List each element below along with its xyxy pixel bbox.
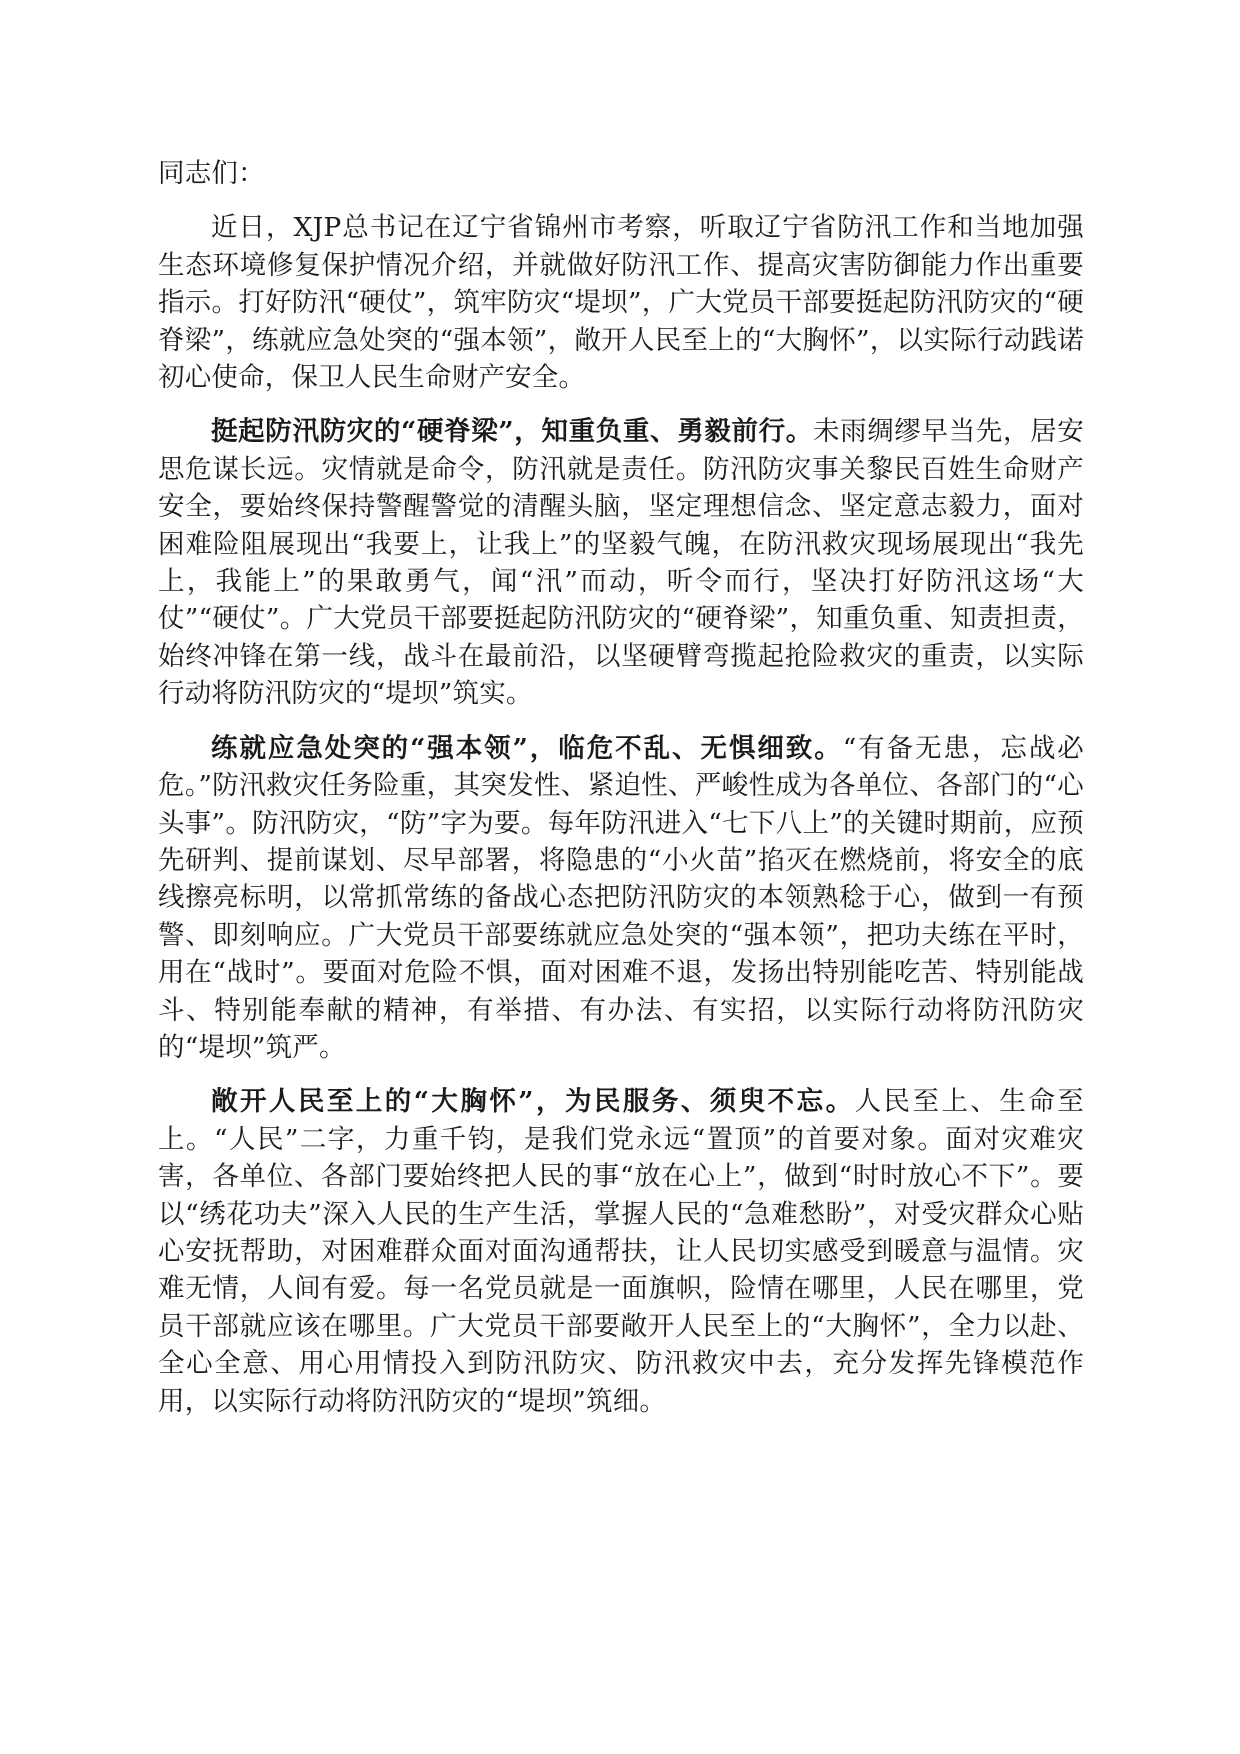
section-body-2: “有备无患，忘战必危。”防汛救灾任务险重，其突发性、紧迫性、严峻性成为各单位、各部门的“心头事”。防汛防灾，“防”字为要。每年防汛进入“七下八上”的关键时期前，应预先研判、提前谋划、尽早部署，将隐患的“小火苗”掐灭在燃烧前，将安全的底线擦亮标明，以常抓常练的备战心态把防汛防灾的本领熟稔于心，做到一有预警、即刻响应。广大党员干部要练就应急处突的“强本领”，把功夫练在平时，用在“战时”。要面对危险不惧，面对困难不退，发扬出特别能吃苦、特别能战斗、特别能奉献的精神，有举措、有办法、有实招，以实际行动将防汛防灾的“堤坝”筑严。 bbox=[158, 732, 1084, 1063]
section-paragraph-3 bbox=[158, 1083, 1084, 1420]
section-paragraph-1 bbox=[158, 413, 1084, 712]
document-body bbox=[158, 155, 1084, 1437]
section-heading-2: 练就应急处突的“强本领”，临危不乱、无惧细致。 bbox=[211, 732, 843, 764]
section-body-3: 人民至上、生命至上。“人民”二字，力重千钧，是我们党永远“置顶”的首要对象。面对灾难灾害，各单位、各部门要始终把人民的事“放在心上”，做到“时时放心不下”。要以“绣花功夫”深入人民的生产生活，掌握人民的“急难愁盼”，对受灾群众心贴心安抚帮助，对困难群众面对面沟通帮扶，让人民切实感受到暖意与温情。灾难无情，人间有爱。每一名党员就是一面旗帜，险情在哪里，人民在哪里，党员干部就应该在哪里。广大党员干部要敞开人民至上的“大胸怀”，全力以赴、全心全意、用心用情投入到防汛防灾、防汛救灾中去，充分发挥先锋模范作用，以实际行动将防汛防灾的“堤坝”筑细。 bbox=[158, 1086, 1084, 1417]
section-body-1: 未雨绸缪早当先，居安思危谋长远。灾情就是命令，防汛就是责任。防汛防灾事关黎民百姓生命财产安全，要始终保持警醒警觉的清醒头脑，坚定理想信念、坚定意志毅力，面对困难险阻展现出“我要上，让我上”的坚毅气魄，在防汛救灾现场展现出“我先上，我能上”的果敢勇气，闻“汛”而动，听令而行，坚决打好防汛这场“大仗”“硬仗”。广大党员干部要挺起防汛防灾的“硬脊梁”，知重负重、知责担责，始终冲锋在第一线，战斗在最前沿，以坚硬臂弯揽起抢险救灾的重责，以实际行动将防汛防灾的“堤坝”筑实。 bbox=[158, 416, 1085, 710]
intro-paragraph: 近日，XJP总书记在辽宁省锦州市考察，听取辽宁省防汛工作和当地加强生态环境修复保护情况介绍，并就做好防汛工作、提高灾害防御能力作出重要指示。打好防汛“硬仗”，筑牢防灾“堤坝”，广大党员干部要挺起防汛防灾的“硬脊梁”，练就应急处突的“强本领”，敞开人民至上的“大胸怀”，以实际行动践诺初心使命，保卫人民生命财产安全。 bbox=[158, 212, 1084, 394]
section-heading-1: 挺起防汛防灾的“硬脊梁”，知重负重、勇毅前行。 bbox=[211, 416, 813, 448]
section-paragraph-2 bbox=[158, 730, 1084, 1067]
section-heading-3: 敞开人民至上的“大胸怀”，为民服务、须臾不忘。 bbox=[211, 1086, 855, 1118]
salutation: 同志们： bbox=[158, 158, 265, 189]
